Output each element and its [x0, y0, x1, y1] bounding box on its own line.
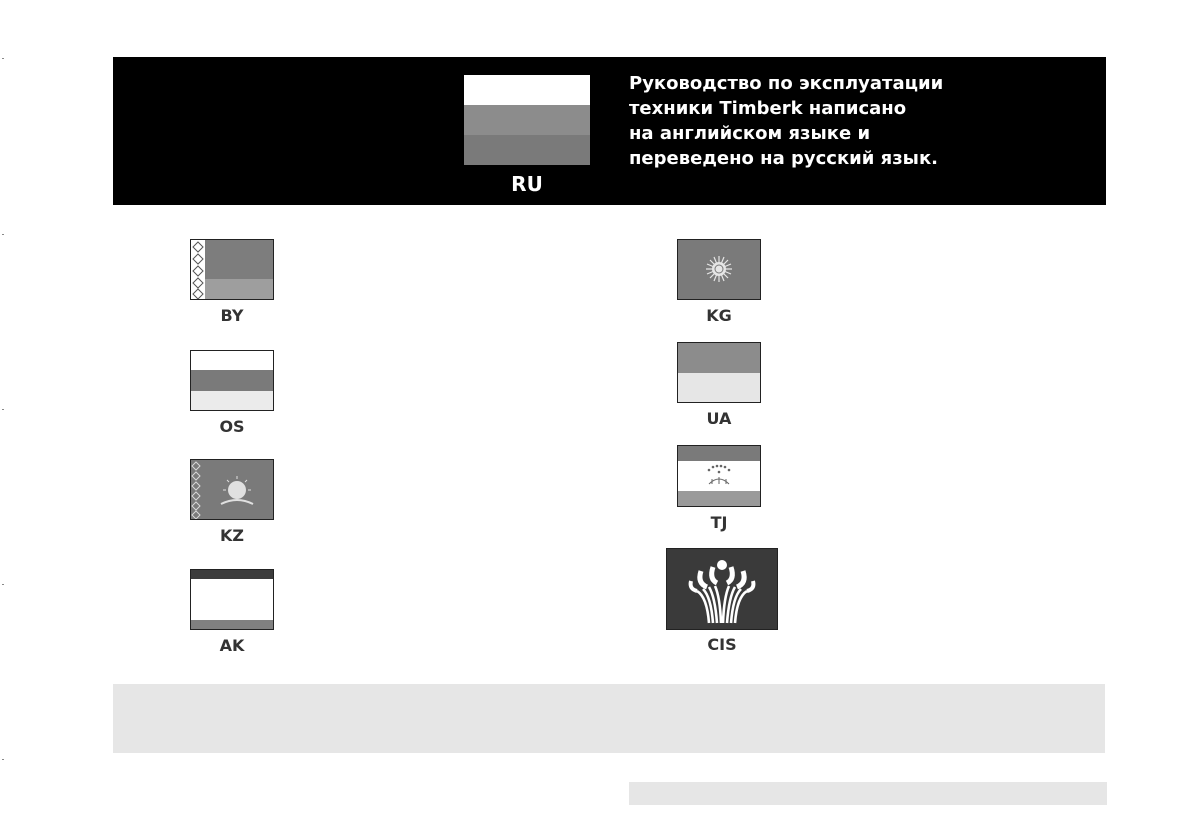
ak-country-code: AK	[219, 636, 245, 655]
language-banner	[113, 57, 1106, 205]
banner-text-line: переведено на русский язык.	[629, 148, 939, 169]
tj-flag-icon	[677, 445, 761, 507]
banner-text-line: на английском языке и	[629, 123, 871, 144]
banner-text-line: техники Timberk написано	[629, 98, 907, 119]
cis-code: CIS	[707, 635, 737, 654]
ru-flag-icon	[464, 75, 590, 165]
by-flag-icon	[190, 239, 274, 300]
kz-flag-icon	[190, 459, 274, 520]
ua-flag-icon	[677, 342, 761, 403]
ua-country-code: UA	[706, 409, 732, 428]
footer-band	[113, 684, 1105, 753]
footer-bar	[629, 782, 1107, 805]
margin-tick	[2, 409, 4, 410]
kg-flag-icon	[677, 239, 761, 300]
ru-country-code: RU	[511, 172, 543, 196]
cis-emblem-icon	[666, 548, 778, 630]
tj-country-code: TJ	[710, 513, 728, 532]
ak-flag-icon	[190, 569, 274, 630]
kz-country-code: KZ	[220, 526, 244, 545]
os-country-code: OS	[219, 417, 245, 436]
margin-tick	[2, 234, 4, 235]
os-flag-icon	[190, 350, 274, 411]
margin-tick	[2, 759, 4, 760]
margin-tick	[2, 584, 4, 585]
margin-tick	[2, 58, 4, 59]
banner-text	[629, 71, 1049, 171]
by-country-code: BY	[220, 306, 244, 325]
banner-text-line: Руководство по эксплуатации	[629, 73, 944, 94]
kg-country-code: KG	[706, 306, 732, 325]
